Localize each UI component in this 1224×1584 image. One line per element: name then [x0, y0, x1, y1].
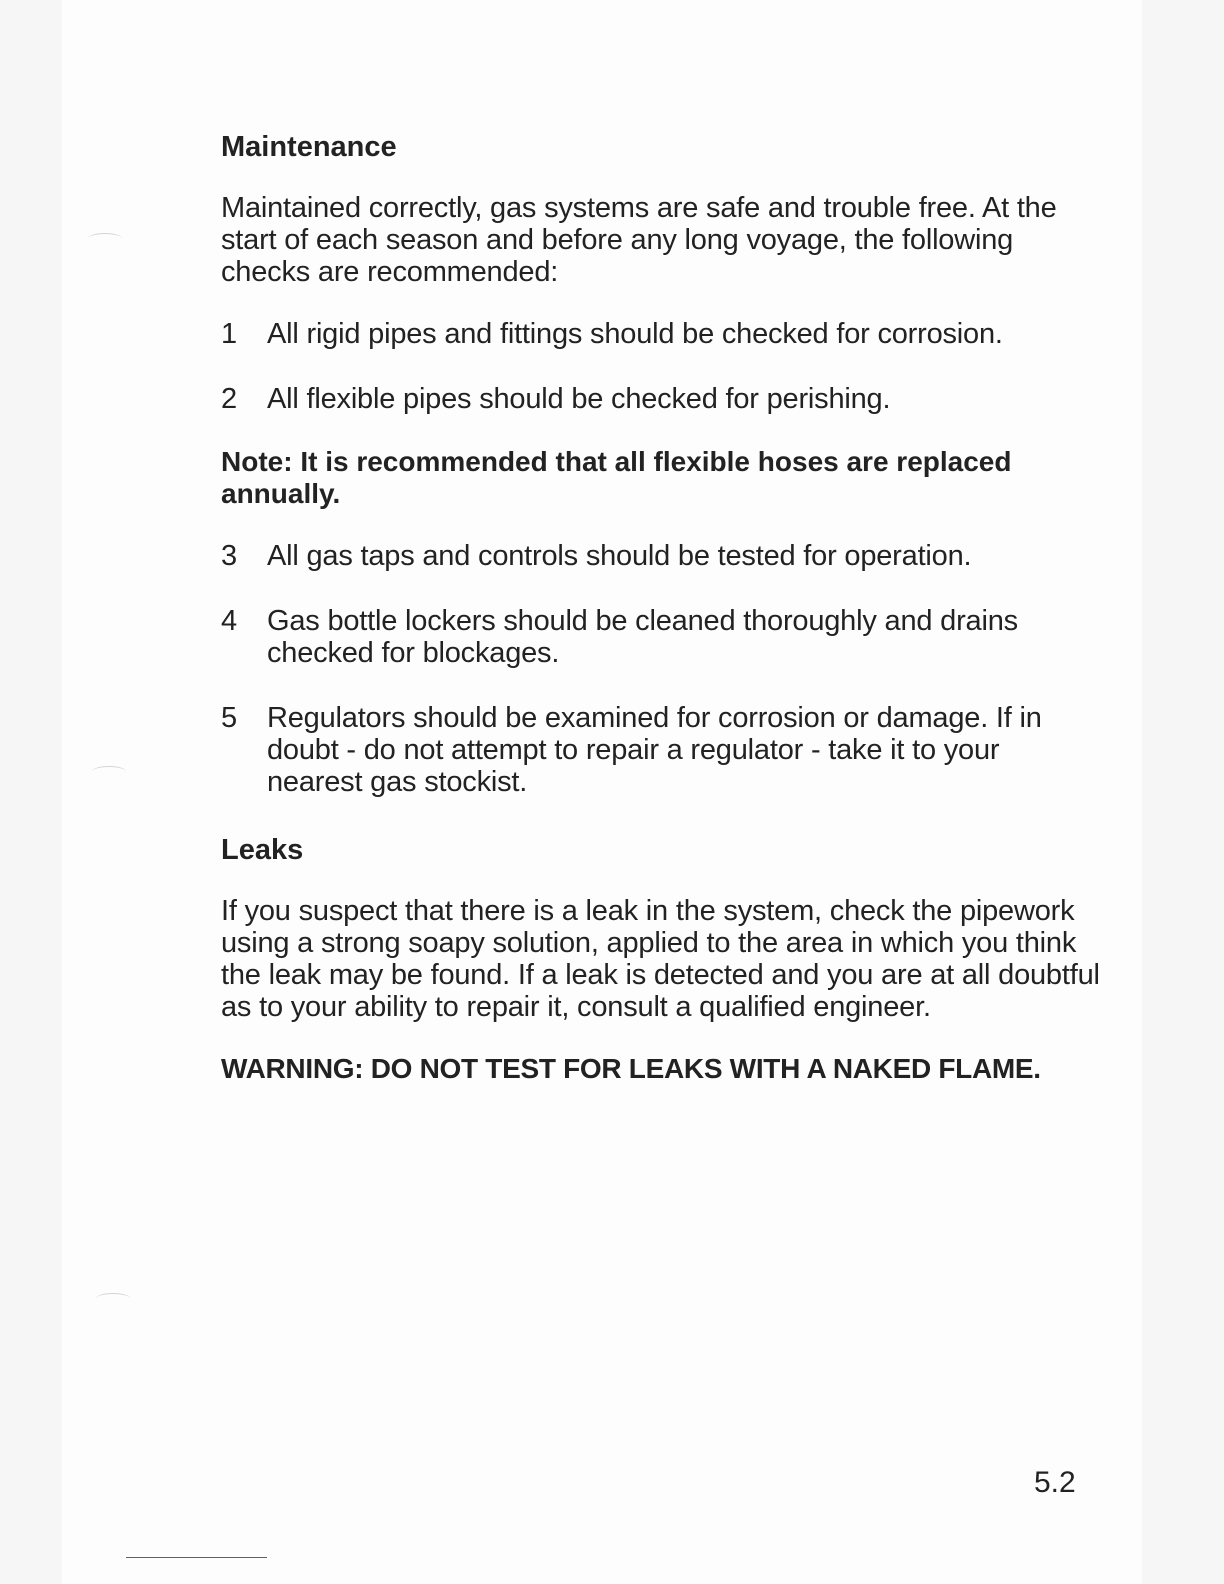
page-number: 5.2: [1034, 1466, 1076, 1499]
list-item-number: 4: [221, 605, 237, 637]
list-item-number: 3: [221, 540, 237, 572]
list-item-number: 1: [221, 318, 237, 350]
page-content: [221, 128, 1101, 1084]
list-item-text: Regulators should be examined for corrosion or damage. If in doubt - do not attempt to repair a regulator - take it to your nearest gas stockist.: [267, 702, 1042, 798]
list-item-number: 5: [221, 702, 237, 734]
list-item-3: [221, 540, 1101, 572]
list-item-text: All flexible pipes should be checked for perishing.: [267, 383, 891, 415]
punch-hole-mark-bottom: [96, 1293, 130, 1304]
list-item-text: All gas taps and controls should be tested for operation.: [267, 540, 972, 572]
leaks-heading: Leaks: [221, 834, 304, 866]
flexible-hoses-note: Note: It is recommended that all flexible hoses are replaced annually.: [221, 446, 1012, 509]
list-item-number: 2: [221, 383, 237, 415]
list-item-5: [221, 702, 1101, 798]
maintenance-heading: Maintenance: [221, 131, 397, 163]
list-item-text: Gas bottle lockers should be cleaned thoroughly and drains checked for blockages.: [267, 605, 1018, 669]
bottom-rule: [126, 1557, 267, 1558]
naked-flame-warning: WARNING: DO NOT TEST FOR LEAKS WITH A NAKED FLAME.: [221, 1053, 1041, 1084]
list-item-1: [221, 318, 1101, 350]
maintenance-intro: Maintained correctly, gas systems are safe and trouble free. At the start of each season and before any long voyage, the following checks are recommended:: [221, 192, 1057, 288]
punch-hole-mark-top: [88, 233, 122, 244]
list-item-4: [221, 605, 1101, 669]
leaks-body: If you suspect that there is a leak in the system, check the pipework using a strong soapy solution, applied to the area in which you think the leak may be found. If a leak is detected and you are at all doubtful as to your ability to repair it, consult a qualified engineer.: [221, 895, 1100, 1023]
scan-edge-right: [1142, 0, 1224, 1584]
list-item-text: All rigid pipes and fittings should be checked for corrosion.: [267, 318, 1003, 350]
scan-edge-left: [0, 0, 62, 1584]
punch-hole-mark-middle: [92, 766, 126, 777]
list-item-2: [221, 383, 1101, 415]
